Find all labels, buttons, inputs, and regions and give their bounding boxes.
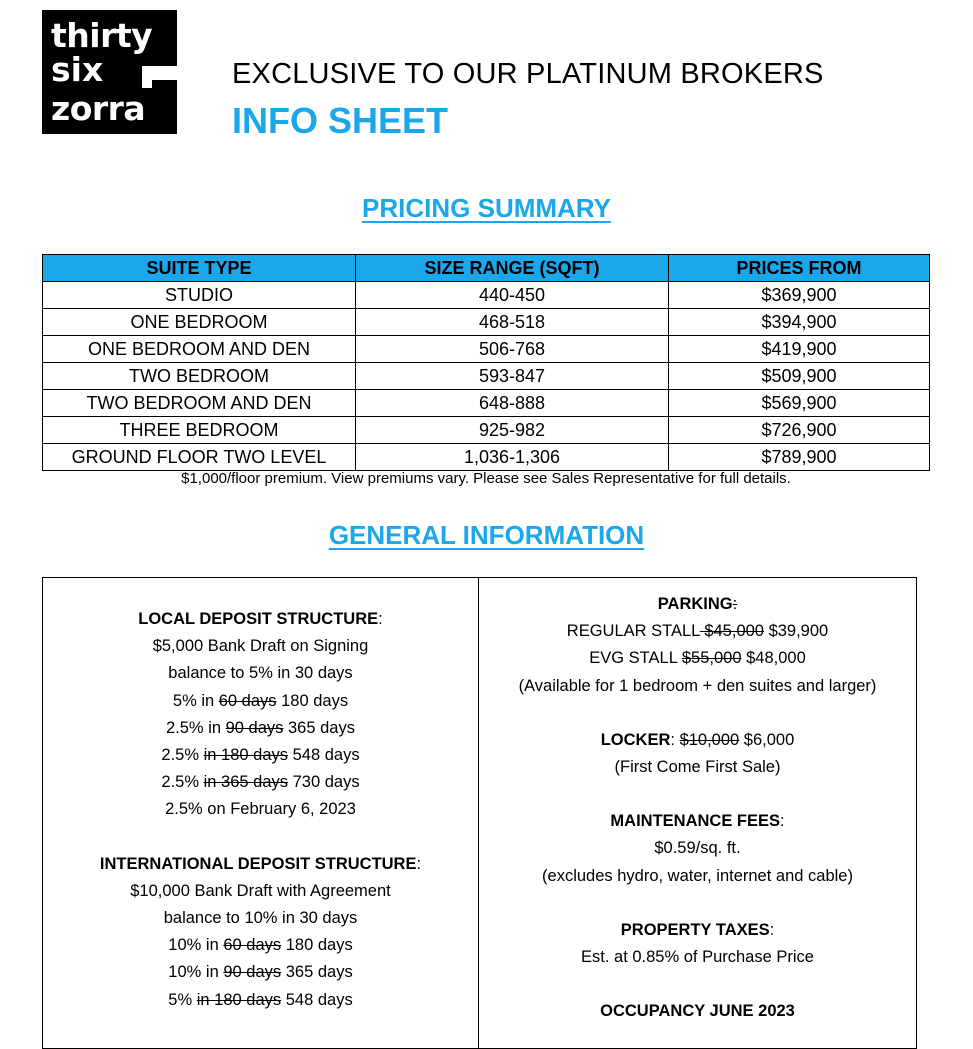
intl-deposit-line: 5% in 180 days 548 days: [168, 990, 353, 1009]
table-row: [43, 336, 930, 363]
logo-line-1: thirty: [51, 16, 153, 55]
maintenance-heading: MAINTENANCE FEES:: [610, 812, 785, 831]
price-cell: $569,900: [669, 390, 930, 417]
column-header-size-range: SIZE RANGE (SQFT): [356, 255, 669, 282]
header-title: INFO SHEET: [232, 100, 449, 141]
local-deposit-heading: LOCAL DEPOSIT STRUCTURE:: [138, 610, 383, 628]
suite-type-cell: TWO BEDROOM: [43, 363, 356, 390]
parking-note: (Available for 1 bedroom + den suites and larger): [518, 676, 877, 695]
intl-deposit-line: 10% in 90 days 365 days: [168, 963, 353, 982]
header-subtitle: EXCLUSIVE TO OUR PLATINUM BROKERS: [232, 58, 824, 90]
size-range-cell: 468-518: [356, 309, 669, 336]
suite-type-cell: ONE BEDROOM AND DEN: [43, 336, 356, 363]
parking-regular-line: REGULAR STALL $45,000 $39,900: [566, 622, 829, 641]
price-cell: $394,900: [669, 309, 930, 336]
size-range-cell: 925-982: [356, 417, 669, 444]
price-cell: $509,900: [669, 363, 930, 390]
local-deposit-line: 2.5% in 365 days 730 days: [161, 773, 360, 792]
table-row: [43, 282, 930, 309]
maintenance-note: (excludes hydro, water, internet and cable): [542, 866, 853, 885]
local-deposit-line: 2.5% in 90 days 365 days: [166, 718, 355, 737]
pricing-note: $1,000/floor premium. View premiums vary. Please see Sales Representative for full details.: [181, 470, 791, 487]
deposit-column: [43, 578, 478, 1014]
brand-logo: [42, 10, 177, 134]
table-row: [43, 417, 930, 444]
fees-column: [479, 578, 916, 1025]
general-info-title: GENERAL INFORMATION: [328, 520, 645, 550]
size-range-cell: 506-768: [356, 336, 669, 363]
table-row: [43, 444, 930, 471]
column-header-suite-type: SUITE TYPE: [43, 255, 356, 282]
size-range-cell: 593-847: [356, 363, 669, 390]
logo-line-3: zorra: [51, 89, 146, 128]
price-cell: $369,900: [669, 282, 930, 309]
intl-deposit-heading: INTERNATIONAL DEPOSIT STRUCTURE:: [99, 854, 422, 873]
pricing-header-row: [43, 255, 930, 282]
suite-type-cell: ONE BEDROOM: [43, 309, 356, 336]
local-deposit-line: balance to 5% in 30 days: [168, 664, 353, 683]
column-header-prices-from: PRICES FROM: [669, 255, 930, 282]
suite-type-cell: THREE BEDROOM: [43, 417, 356, 444]
parking-heading: PARKING:: [657, 595, 738, 613]
maintenance-value: $0.59/sq. ft.: [654, 839, 741, 858]
price-cell: $726,900: [669, 417, 930, 444]
intl-deposit-line: balance to 10% in 30 days: [163, 909, 358, 928]
intl-deposit-line: $10,000 Bank Draft with Agreement: [130, 881, 391, 900]
pricing-table: [42, 254, 930, 471]
price-cell: $789,900: [669, 444, 930, 471]
property-taxes-value: Est. at 0.85% of Purchase Price: [581, 948, 814, 967]
logo-bar-mark-stem: [142, 66, 152, 88]
table-row: [43, 309, 930, 336]
table-row: [43, 363, 930, 390]
parking-evg-line: EVG STALL $55,000 $48,000: [589, 649, 806, 668]
suite-type-cell: GROUND FLOOR TWO LEVEL: [43, 444, 356, 471]
size-range-cell: 1,036-1,306: [356, 444, 669, 471]
local-deposit-line: 5% in 60 days 180 days: [172, 691, 349, 710]
property-taxes-heading: PROPERTY TAXES:: [620, 920, 775, 939]
locker-line: LOCKER: $10,000 $6,000: [600, 730, 795, 749]
locker-note: (First Come First Sale): [614, 758, 781, 777]
size-range-cell: 440-450: [356, 282, 669, 309]
general-info-box: [42, 577, 917, 1049]
size-range-cell: 648-888: [356, 390, 669, 417]
suite-type-cell: TWO BEDROOM AND DEN: [43, 390, 356, 417]
price-cell: $419,900: [669, 336, 930, 363]
suite-type-cell: STUDIO: [43, 282, 356, 309]
intl-deposit-line: 10% in 60 days 180 days: [168, 936, 353, 955]
local-deposit-line: 2.5% on February 6, 2023: [165, 800, 356, 819]
occupancy-date: OCCUPANCY JUNE 2023: [600, 1002, 795, 1021]
local-deposit-line: $5,000 Bank Draft on Signing: [152, 637, 369, 656]
local-deposit-line: 2.5% in 180 days 548 days: [161, 746, 360, 765]
table-row: [43, 390, 930, 417]
logo-line-2: six: [51, 50, 104, 89]
pricing-title: PRICING SUMMARY: [362, 193, 611, 223]
